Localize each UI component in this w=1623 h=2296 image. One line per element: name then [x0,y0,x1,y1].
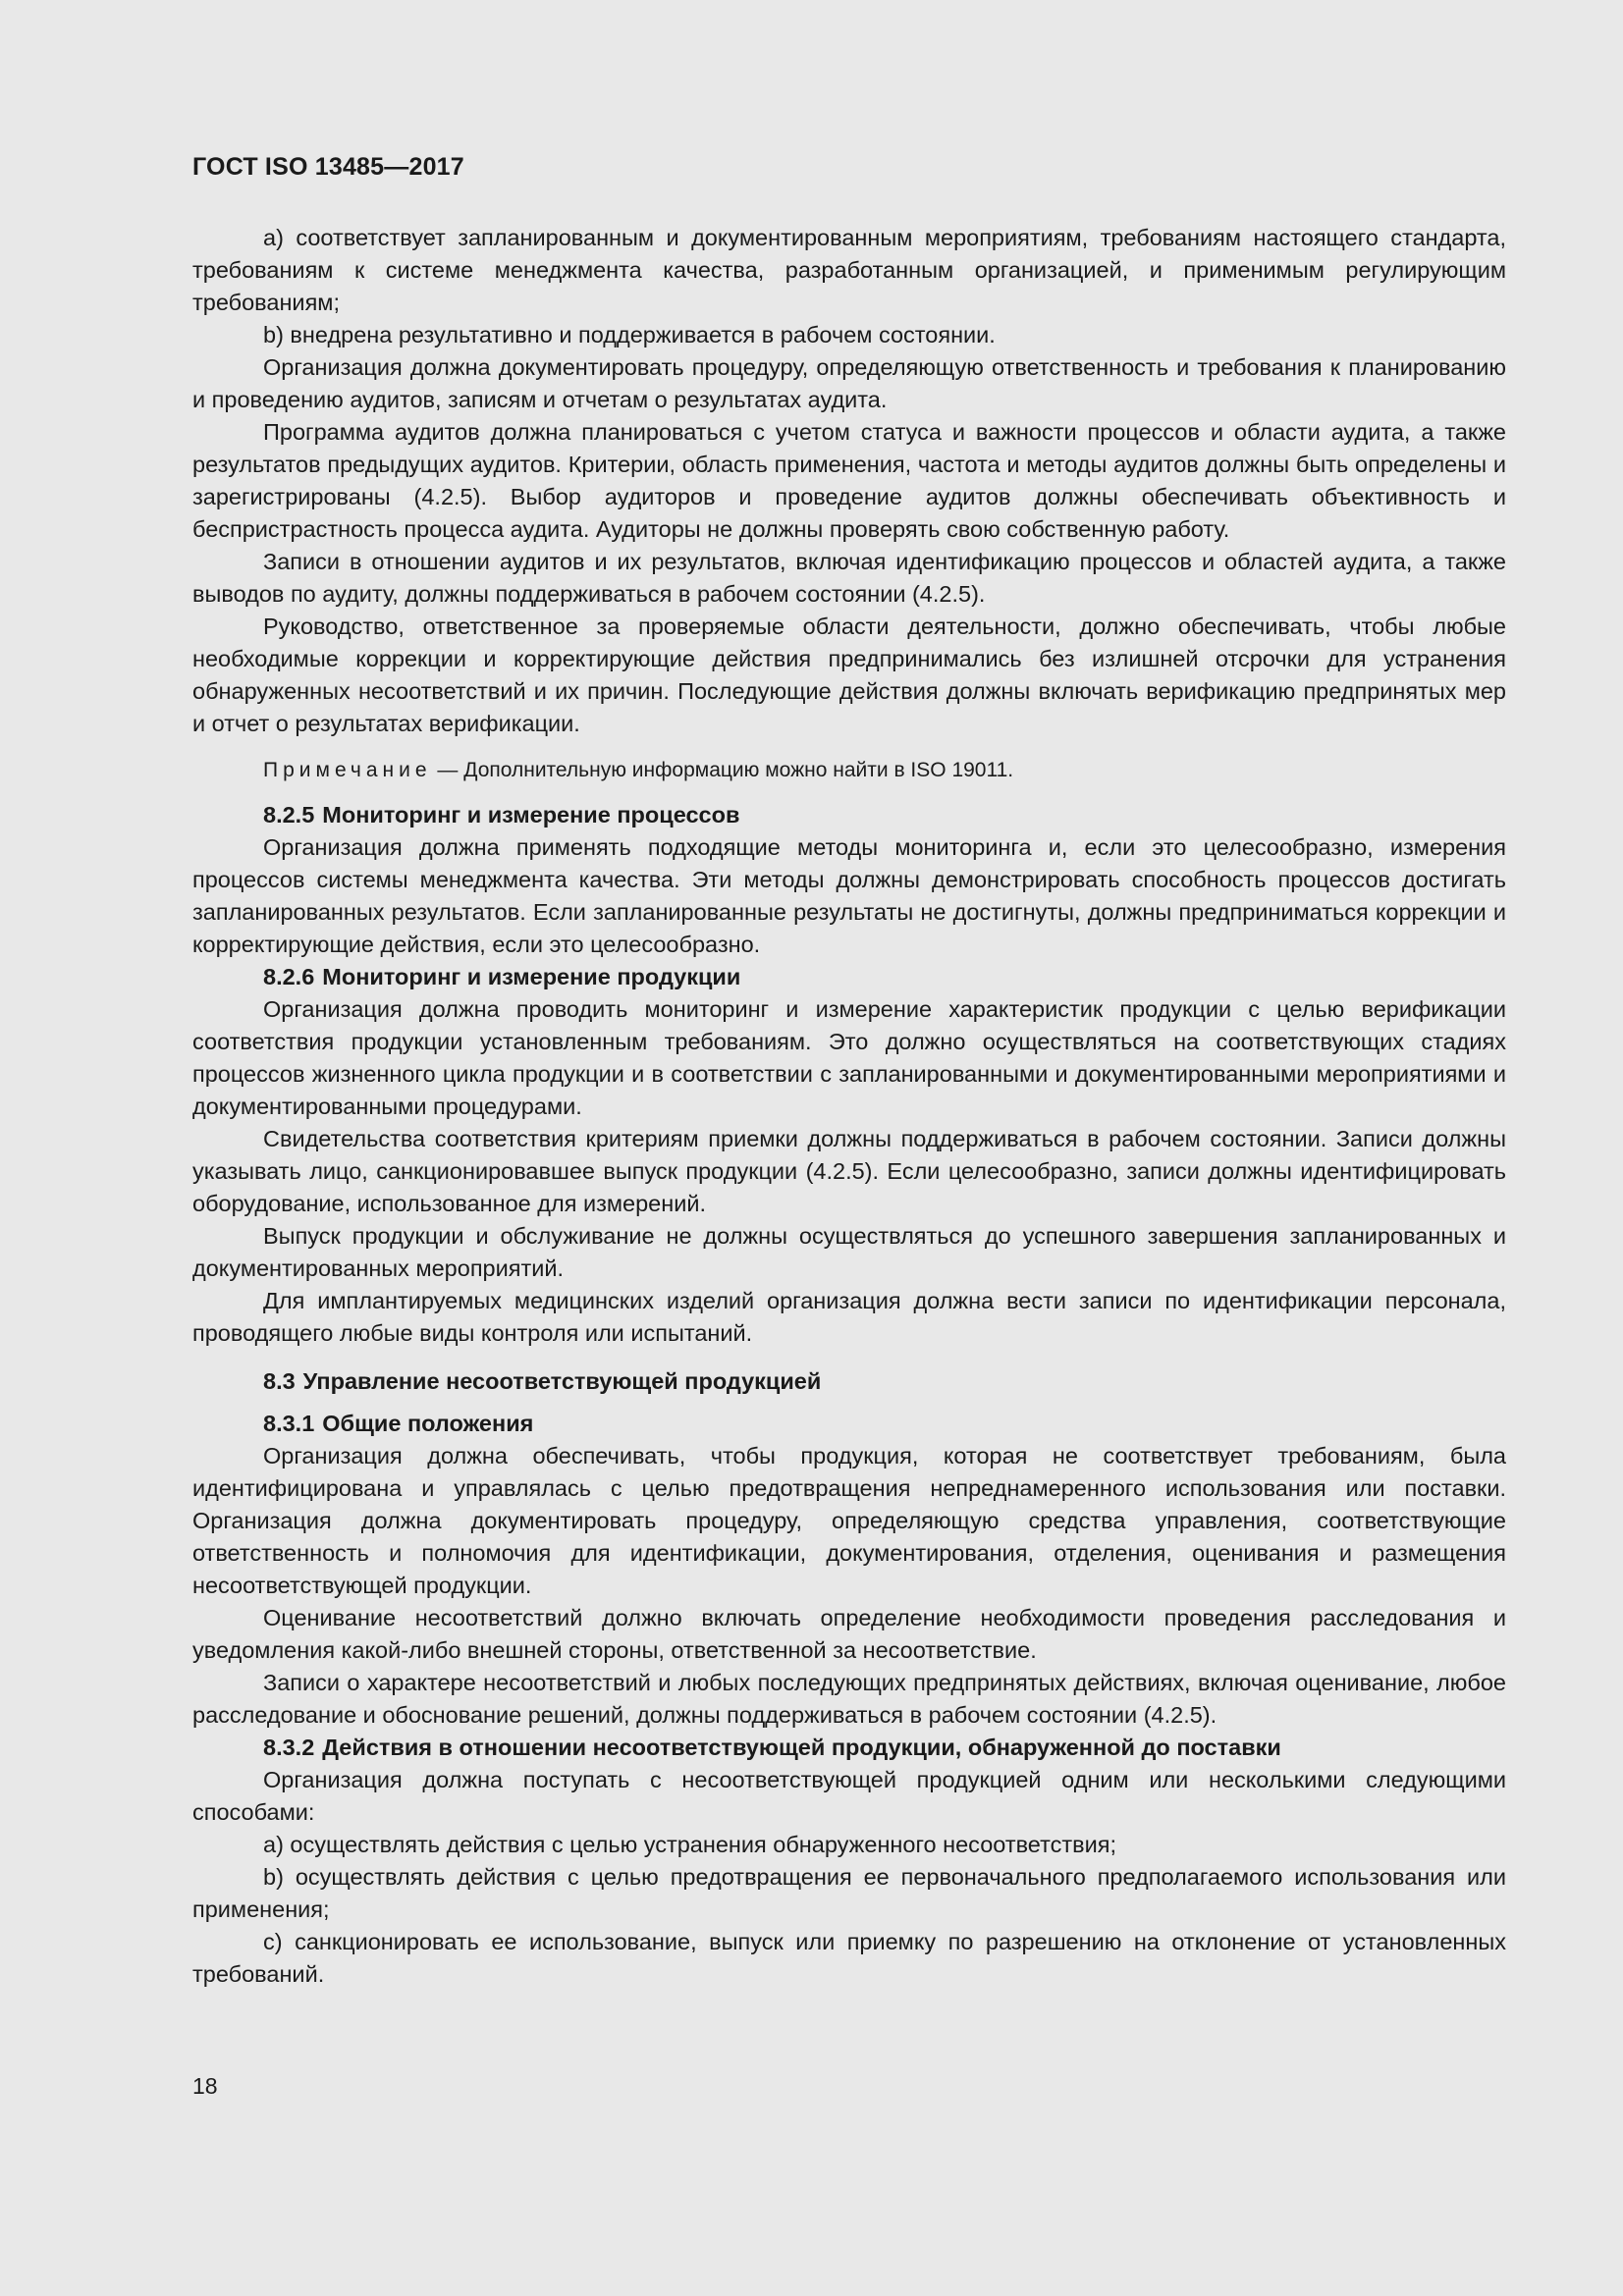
section-heading-8-2-6: 8.2.6 Мониторинг и измерение продукции [263,964,741,989]
paragraph: Организация должна документировать процедуру, определяющую ответственность и требования к планированию и проведению аудитов, записям и отчетам о результатах аудита. [192,354,1506,412]
paragraph: Организация должна обеспечивать, чтобы продукция, которая не соответствует требованиям, была идентифицирована и управлялась с целью предотвращения непреднамеренного использования или поставки. Организация должна документировать процедуру, определяющую средства управления, соответствующие ответственность и полномочия для идентификации, документирования, отделения, оценивания и размещения несоответствующей продукции. [192,1443,1506,1598]
paragraph: Записи о характере несоответствий и любых последующих предпринятых действиях, включая оценивание, любое расследование и обоснование решений, должны поддерживаться в рабочем состоянии (4.2.5). [192,1670,1506,1728]
note-text: — Дополнительную информацию можно найти в ISO 19011. [437,759,1014,781]
document-body [192,222,1506,1991]
paragraph: Организация должна проводить мониторинг и измерение характеристик продукции с целью верификации соответствия продукции установленным требованиям. Это должно осуществляться на соответствующих стадиях процессов жизненного цикла продукции и в соответствии с запланированными и документированными мероприятиями и документированными процедурами. [192,996,1506,1119]
paragraph: Свидетельства соответствия критериям приемки должны поддерживаться в рабочем состоянии. Записи должны указывать лицо, санкционировавшее выпуск продукции (4.2.5). Если целесообразно, записи должны идентифицировать оборудование, использованное для измерений. [192,1126,1506,1216]
paragraph: а) соответствует запланированным и документированным мероприятиям, требованиям настоящего стандарта, требованиям к системе менеджмента качества, разработанным организацией, и применимым регулирующим требованиям; [192,225,1506,315]
paragraph: Выпуск продукции и обслуживание не должны осуществляться до успешного завершения запланированных и документированных мероприятий. [192,1223,1506,1281]
section-heading-8-3: 8.3 Управление несоответствующей продукцией [263,1368,822,1394]
list-item: а) осуществлять действия с целью устранения обнаруженного несоответствия; [263,1832,1116,1857]
list-item: b) осуществлять действия с целью предотвращения ее первоначального предполагаемого использования или применения; [192,1864,1506,1922]
page-number: 18 [192,2073,218,2099]
paragraph: b) внедрена результативно и поддерживается в рабочем состоянии. [263,322,996,347]
section-heading-8-3-1: 8.3.1 Общие положения [263,1411,534,1436]
paragraph: Оценивание несоответствий должно включать определение необходимости проведения расследования и уведомления какой-либо внешней стороны, ответственной за несоответствие. [192,1605,1506,1663]
note-label: Примечание [263,759,432,781]
note [192,756,1506,785]
paragraph: Программа аудитов должна планироваться с учетом статуса и важности процессов и области аудита, а также результатов предыдущих аудитов. Критерии, область применения, частота и методы аудитов должны быть определены и зарегистрированы (4.2.5). Выбор аудиторов и проведение аудитов должны обеспечивать объективность и беспристрастность процесса аудита. Аудиторы не должны проверять свою собственную работу. [192,419,1506,542]
list-item: c) санкционировать ее использование, выпуск или приемку по разрешению на отклонение от установленных требований. [192,1929,1506,1987]
paragraph: Руководство, ответственное за проверяемые области деятельности, должно обеспечивать, чтобы любые необходимые коррекции и корректирующие действия предпринимались без излишней отсрочки для устранения обнаруженных несоответствий и их причин. Последующие действия должны включать верификацию предпринятых мер и отчет о результатах верификации. [192,614,1506,736]
page-header: ГОСТ ISO 13485—2017 [192,153,464,181]
section-heading-8-3-2: 8.3.2 Действия в отношении несоответствующей продукции, обнаруженной до поставки [263,1735,1281,1760]
paragraph: Организация должна применять подходящие методы мониторинга и, если это целесообразно, измерения процессов системы менеджмента качества. Эти методы должны демонстрировать способность процессов достигать запланированных результатов. Если запланированные результаты не достигнуты, должны предприниматься коррекции и корректирующие действия, если это целесообразно. [192,834,1506,957]
paragraph: Для имплантируемых медицинских изделий организация должна вести записи по идентификации персонала, проводящего любые виды контроля или испытаний. [192,1288,1506,1346]
paragraph: Записи в отношении аудитов и их результатов, включая идентификацию процессов и областей аудита, а также выводов по аудиту, должны поддерживаться в рабочем состоянии (4.2.5). [192,549,1506,607]
paragraph: Организация должна поступать с несоответствующей продукцией одним или несколькими следующими способами: [192,1767,1506,1825]
section-heading-8-2-5: 8.2.5 Мониторинг и измерение процессов [263,802,740,828]
